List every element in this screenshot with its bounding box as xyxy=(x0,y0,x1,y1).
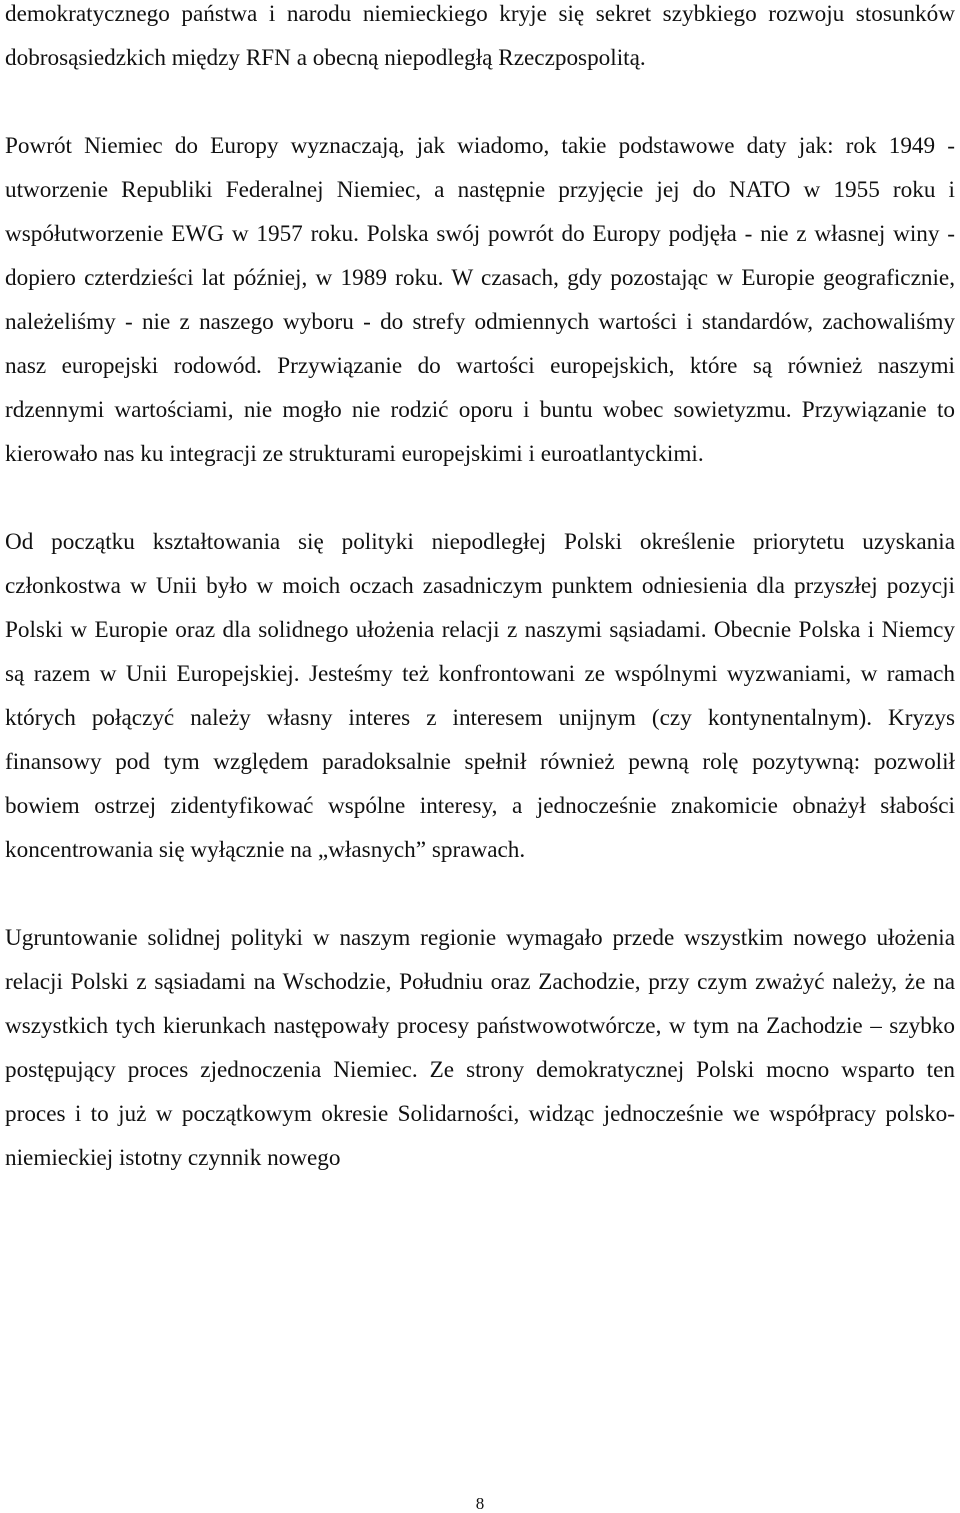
paragraph-3: Od początku kształtowania się polityki niepodległej Polski określenie priorytetu uzyskania członkostwa w Unii było w moich oczach zasadniczym punktem odniesienia dla przyszłej pozycji Polski w Europie oraz dla solidnego ułożenia relacji z naszymi sąsiadami. Obecnie Polska i Niemcy są razem w Unii Europejskiej. Jesteśmy też konfrontowani ze wspólnymi wyzwaniami, w ramach których połączyć należy własny interes z interesem unijnym (czy kontynentalnym). Kryzys finansowy pod tym względem paradoksalnie spełnił również pewną rolę pozytywną: pozwolił bowiem ostrzej zidentyfikować wspólne interesy, a jednocześnie znakomicie obnażył słabości koncentrowania się wyłącznie na „własnych” sprawach. xyxy=(5,529,955,863)
paragraph-2: Powrót Niemiec do Europy wyznaczają, jak wiadomo, takie podstawowe daty jak: rok 1949 - utworzenie Republiki Federalnej Niemiec, a następnie przyjęcie jej do NATO w 1955 roku i współutworzenie EWG w 1957 roku. Polska swój powrót do Europy podjęła - nie z własnej winy - dopiero czterdzieści lat później, w 1989 roku. W czasach, gdy pozostając w Europie geograficznie, należeliśmy - nie z naszego wyboru - do strefy odmiennych wartości i standardów, zachowaliśmy nasz europejski rodowód. Przywiązanie do wartości europejskich, które są również naszymi rdzennymi wartościami, nie mogło nie rodzić oporu i buntu wobec sowietyzmu. Przywiązanie to kierowało nas ku integracji ze strukturami europejskimi i euroatlantyckimi. xyxy=(5,133,955,467)
paragraph-1: demokratycznego państwa i narodu niemieckiego kryje się sekret szybkiego rozwoju stosunków dobrosąsiedzkich między RFN a obecną niepodległą Rzeczpospolitą. xyxy=(5,1,955,71)
document-page xyxy=(5,0,955,1180)
page-number: 8 xyxy=(475,1494,485,1513)
paragraph-4: Ugruntowanie solidnej polityki w naszym regionie wymagało przede wszystkim nowego ułożenia relacji Polski z sąsiadami na Wschodzie, Południu oraz Zachodzie, przy czym zważyć należy, że na wszystkich tych kierunkach następowały procesy państwowotwórcze, w tym na Zachodzie – szybko postępujący proces zjednoczenia Niemiec. Ze strony demokratycznej Polski mocno wsparto ten proces i to już w początkowym okresie Solidarności, widząc jednocześnie we współpracy polsko-niemieckiej istotny czynnik nowego xyxy=(5,925,955,1171)
